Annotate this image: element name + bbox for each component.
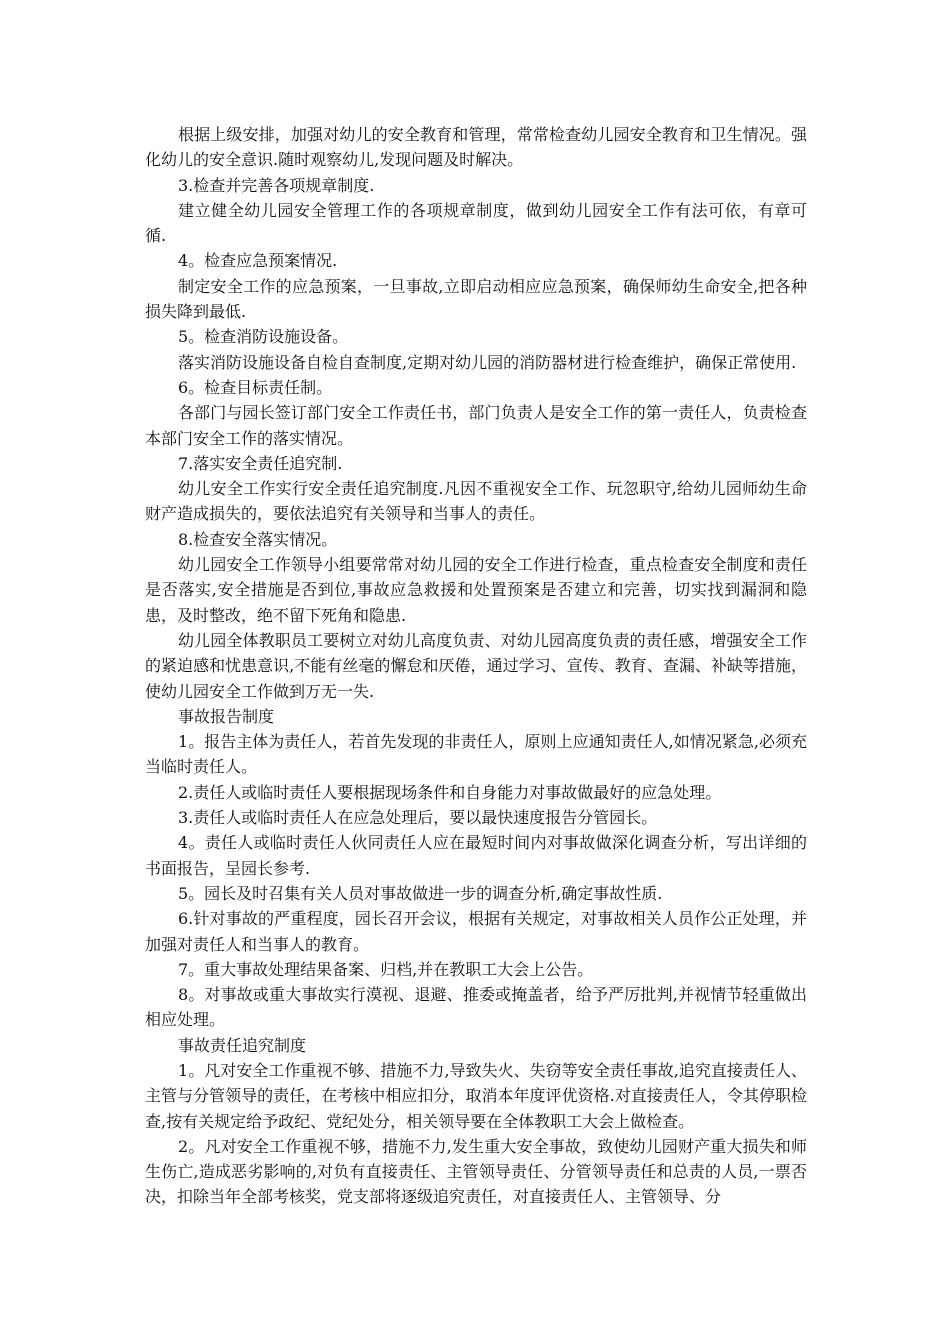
document-page xyxy=(145,122,807,1210)
paragraph: 1。报告主体为责任人，若首先发现的非责任人，原则上应通知责任人,如情况紧急,必须充当临时责任人。 xyxy=(145,732,807,777)
paragraph: 8.检查安全落实情况。 xyxy=(178,529,338,549)
paragraph: 幼儿园全体教职员工要树立对幼儿高度负责、对幼儿园高度负责的责任感，增强安全工作的紧迫感和忧患意识,不能有丝毫的懈怠和厌倦，通过学习、宣传、教育、查漏、补缺等措施，使幼儿园安全工作做到万无一失. xyxy=(145,630,807,701)
paragraph: 幼儿园安全工作领导小组要常常对幼儿园的安全工作进行检查，重点检查安全制度和责任是否落实,安全措施是否到位,事故应急救援和处置预案是否建立和完善，切实找到漏洞和隐患，及时整改，绝不留下死角和隐患. xyxy=(145,555,807,625)
paragraph: 6.针对事故的严重程度，园长召开会议，根据有关规定，对事故相关人员作公正处理，并加强对责任人和当事人的教育。 xyxy=(145,909,807,954)
paragraph: 5。检查消防设施设备。 xyxy=(178,327,349,347)
paragraph: 幼儿安全工作实行安全责任追究制度.凡因不重视安全工作、玩忽职守,给幼儿园师幼生命财产造成损失的，要依法追究有关领导和当事人的责任。 xyxy=(145,479,807,524)
paragraph: 2。凡对安全工作重视不够，措施不力,发生重大安全事故，致使幼儿园财产重大损失和师生伤亡,造成恶劣影响的,对负有直接责任、主管领导责任、分管领导责任和总责的人员,一票否决，扣除当年全部考核奖，党支部将逐级追究责任，对直接责任人、主管领导、分 xyxy=(145,1136,807,1207)
paragraph: 各部门与园长签订部门安全工作责任书，部门负责人是安全工作的第一责任人，负责检查本部门安全工作的落实情况。 xyxy=(145,403,807,448)
section-heading: 事故报告制度 xyxy=(178,706,275,726)
paragraph: 7。重大事故处理结果备案、归档,并在教职工大会上公告。 xyxy=(178,959,594,979)
paragraph: 2.责任人或临时责任人要根据现场条件和自身能力对事故做最好的应急处理。 xyxy=(178,782,722,802)
paragraph: 1。凡对安全工作重视不够、措施不力,导致失火、失窃等安全责任事故,追究直接责任人、主管与分管领导的责任，在考核中相应扣分，取消本年度评优资格.对直接责任人，令其停职检查,按有关规定给予政纪、党纪处分，相关领导要在全体教职工大会上做检查。 xyxy=(145,1060,807,1131)
paragraph: 根据上级安排，加强对幼儿的安全教育和管理，常常检查幼儿园安全教育和卫生情况。强化幼儿的安全意识.随时观察幼儿,发现问题及时解决。 xyxy=(145,125,807,170)
paragraph: 5。园长及时召集有关人员对事故做进一步的调查分析,确定事故性质. xyxy=(178,883,663,903)
paragraph: 制定安全工作的应急预案，一旦事故,立即启动相应应急预案，确保师幼生命安全,把各种损失降到最低. xyxy=(145,276,807,322)
paragraph: 建立健全幼儿园安全管理工作的各项规章制度，做到幼儿园安全工作有法可依，有章可循. xyxy=(145,200,807,246)
paragraph: 6。检查目标责任制。 xyxy=(178,377,333,397)
paragraph: 4。责任人或临时责任人伙同责任人应在最短时间内对事故做深化调查分析，写出详细的书面报告，呈园长参考. xyxy=(145,833,807,878)
paragraph: 3.检查并完善各项规章制度. xyxy=(178,175,375,195)
paragraph: 落实消防设施设备自检自查制度,定期对幼儿园的消防器材进行检查维护，确保正常使用. xyxy=(178,352,797,372)
paragraph: 7.落实安全责任追究制. xyxy=(178,453,343,473)
paragraph: 8。对事故或重大事故实行漠视、退避、推委或掩盖者，给予严厉批判,并视情节轻重做出相应处理。 xyxy=(145,985,807,1030)
paragraph: 3.责任人或临时责任人在应急处理后，要以最快速度报告分管园长。 xyxy=(178,808,658,828)
section-heading: 事故责任追究制度 xyxy=(178,1035,307,1055)
paragraph: 4。检查应急预案情况. xyxy=(178,251,338,271)
